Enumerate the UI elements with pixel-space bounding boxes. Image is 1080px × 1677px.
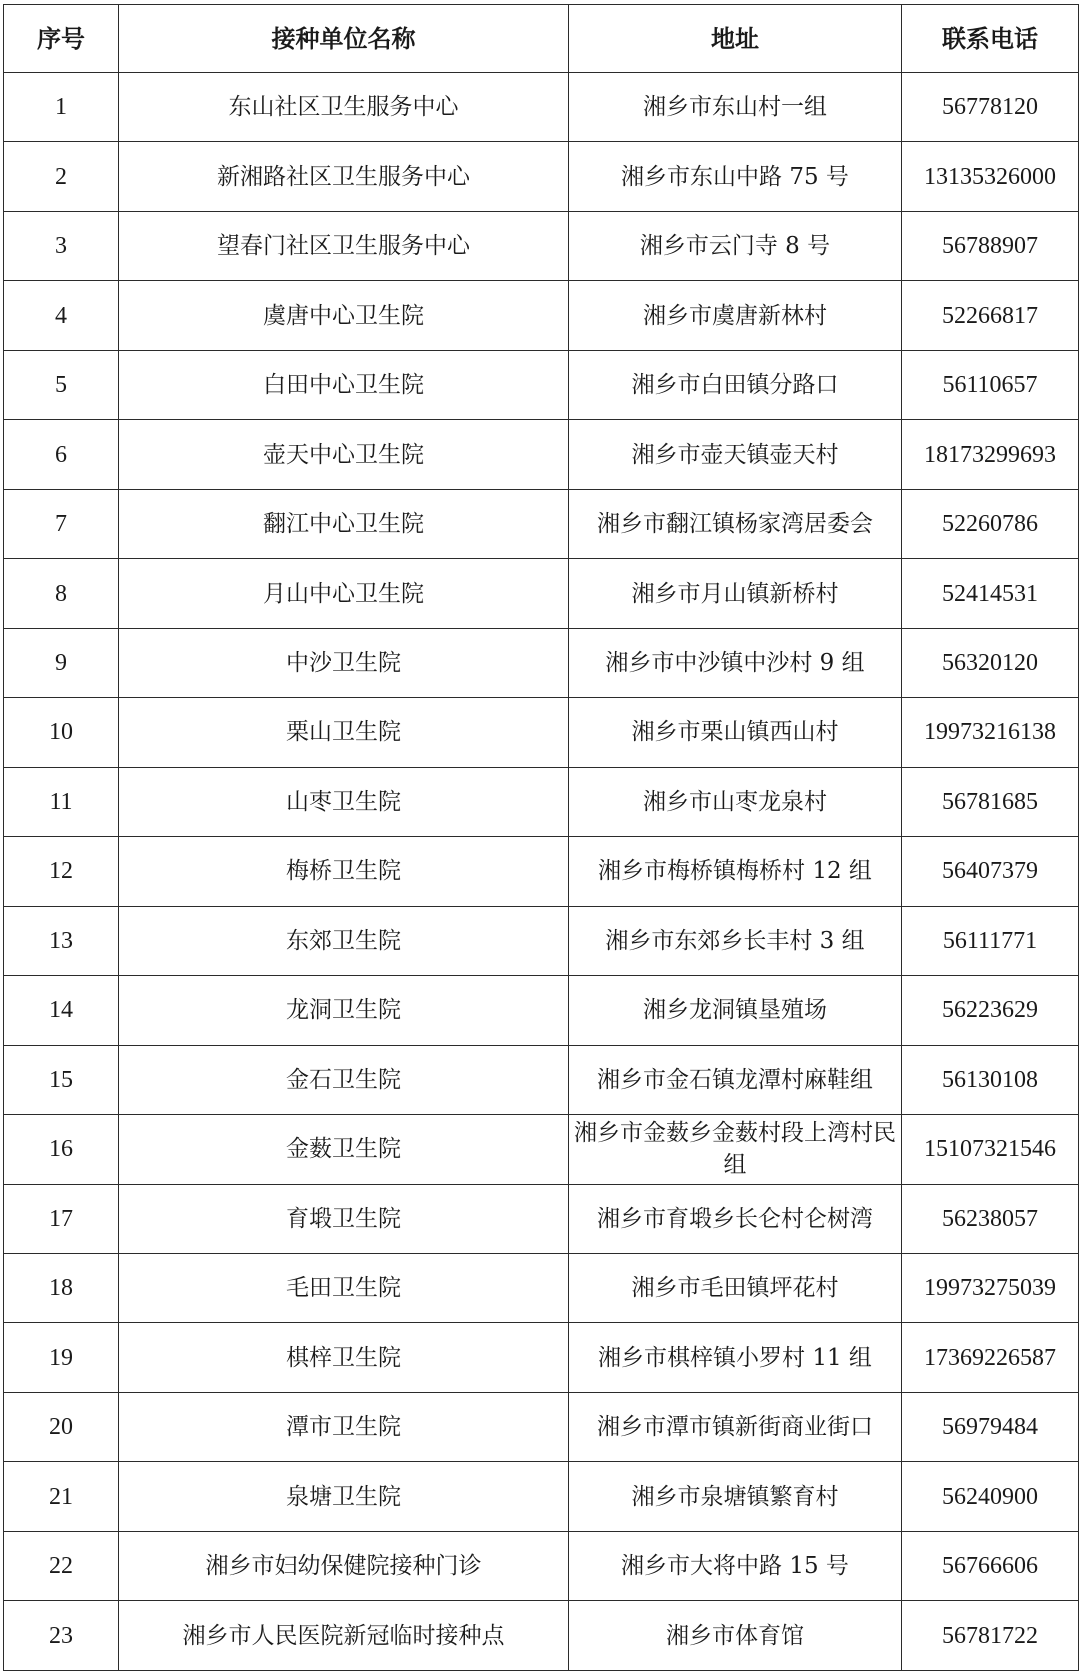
cell-serial-number: 16 <box>4 1115 119 1184</box>
cell-address: 湘乡市育塅乡长仑村仑树湾 <box>569 1184 902 1253</box>
cell-phone: 56781722 <box>902 1601 1079 1671</box>
cell-site-name: 湘乡市妇幼保健院接种门诊 <box>119 1531 569 1600</box>
cell-site-name: 山枣卫生院 <box>119 767 569 836</box>
table-row <box>4 211 1079 280</box>
cell-serial-number: 6 <box>4 420 119 489</box>
cell-site-name: 月山中心卫生院 <box>119 559 569 628</box>
cell-serial-number: 17 <box>4 1184 119 1253</box>
cell-phone: 56240900 <box>902 1462 1079 1531</box>
header-row <box>4 5 1079 73</box>
cell-phone: 56407379 <box>902 837 1079 906</box>
cell-serial-number: 13 <box>4 906 119 975</box>
cell-serial-number: 8 <box>4 559 119 628</box>
cell-address: 湘乡龙洞镇垦殖场 <box>569 976 902 1045</box>
cell-phone: 56788907 <box>902 211 1079 280</box>
header-serial-number: 序号 <box>4 5 119 73</box>
cell-phone: 17369226587 <box>902 1323 1079 1392</box>
table-row <box>4 698 1079 767</box>
cell-serial-number: 23 <box>4 1601 119 1671</box>
cell-phone: 13135326000 <box>902 142 1079 211</box>
cell-site-name: 翻江中心卫生院 <box>119 489 569 558</box>
cell-address: 湘乡市泉塘镇繁育村 <box>569 1462 902 1531</box>
header-site-name: 接种单位名称 <box>119 5 569 73</box>
table-row <box>4 1184 1079 1253</box>
table-body <box>4 73 1079 1671</box>
header-phone: 联系电话 <box>902 5 1079 73</box>
cell-address: 湘乡市东郊乡长丰村 3 组 <box>569 906 902 975</box>
cell-address: 湘乡市金石镇龙潭村麻鞋组 <box>569 1045 902 1114</box>
cell-site-name: 潭市卫生院 <box>119 1392 569 1461</box>
cell-address: 湘乡市东山中路 75 号 <box>569 142 902 211</box>
table-row <box>4 976 1079 1045</box>
cell-site-name: 中沙卫生院 <box>119 628 569 697</box>
cell-address: 湘乡市体育馆 <box>569 1601 902 1671</box>
table-header <box>4 5 1079 73</box>
cell-site-name: 棋梓卫生院 <box>119 1323 569 1392</box>
table-row <box>4 767 1079 836</box>
cell-site-name: 东郊卫生院 <box>119 906 569 975</box>
table-row <box>4 1115 1079 1184</box>
cell-site-name: 虞唐中心卫生院 <box>119 281 569 350</box>
table-row <box>4 628 1079 697</box>
cell-serial-number: 7 <box>4 489 119 558</box>
cell-site-name: 湘乡市人民医院新冠临时接种点 <box>119 1601 569 1671</box>
table-row <box>4 1531 1079 1600</box>
table-row <box>4 73 1079 142</box>
table-row <box>4 906 1079 975</box>
cell-address: 湘乡市虞唐新林村 <box>569 281 902 350</box>
cell-site-name: 泉塘卫生院 <box>119 1462 569 1531</box>
cell-phone: 56111771 <box>902 906 1079 975</box>
cell-site-name: 白田中心卫生院 <box>119 350 569 419</box>
cell-serial-number: 1 <box>4 73 119 142</box>
cell-address: 湘乡市云门寺 8 号 <box>569 211 902 280</box>
cell-phone: 18173299693 <box>902 420 1079 489</box>
cell-phone: 56766606 <box>902 1531 1079 1600</box>
cell-address: 湘乡市栗山镇西山村 <box>569 698 902 767</box>
cell-address: 湘乡市潭市镇新街商业街口 <box>569 1392 902 1461</box>
table-row <box>4 1601 1079 1671</box>
vaccination-sites-table <box>3 4 1079 1671</box>
cell-serial-number: 4 <box>4 281 119 350</box>
cell-address: 湘乡市翻江镇杨家湾居委会 <box>569 489 902 558</box>
cell-site-name: 毛田卫生院 <box>119 1253 569 1322</box>
cell-address: 湘乡市白田镇分路口 <box>569 350 902 419</box>
table-row <box>4 1392 1079 1461</box>
cell-address: 湘乡市月山镇新桥村 <box>569 559 902 628</box>
cell-serial-number: 10 <box>4 698 119 767</box>
cell-site-name: 栗山卫生院 <box>119 698 569 767</box>
cell-phone: 56238057 <box>902 1184 1079 1253</box>
header-address: 地址 <box>569 5 902 73</box>
cell-phone: 19973216138 <box>902 698 1079 767</box>
cell-serial-number: 3 <box>4 211 119 280</box>
cell-address: 湘乡市大将中路 15 号 <box>569 1531 902 1600</box>
cell-phone: 52266817 <box>902 281 1079 350</box>
table-row <box>4 1045 1079 1114</box>
cell-serial-number: 9 <box>4 628 119 697</box>
cell-serial-number: 5 <box>4 350 119 419</box>
table-row <box>4 837 1079 906</box>
cell-serial-number: 21 <box>4 1462 119 1531</box>
cell-site-name: 育塅卫生院 <box>119 1184 569 1253</box>
cell-address: 湘乡市金薮乡金薮村段上湾村民组 <box>569 1115 902 1184</box>
cell-phone: 19973275039 <box>902 1253 1079 1322</box>
table-row <box>4 1253 1079 1322</box>
table-row <box>4 559 1079 628</box>
table-row <box>4 142 1079 211</box>
table-row <box>4 1323 1079 1392</box>
table-row <box>4 1462 1079 1531</box>
cell-phone: 56130108 <box>902 1045 1079 1114</box>
table-row <box>4 420 1079 489</box>
cell-site-name: 新湘路社区卫生服务中心 <box>119 142 569 211</box>
cell-phone: 52414531 <box>902 559 1079 628</box>
cell-phone: 52260786 <box>902 489 1079 558</box>
cell-serial-number: 14 <box>4 976 119 1045</box>
table-row <box>4 281 1079 350</box>
cell-site-name: 金薮卫生院 <box>119 1115 569 1184</box>
cell-serial-number: 20 <box>4 1392 119 1461</box>
cell-phone: 56320120 <box>902 628 1079 697</box>
cell-address: 湘乡市梅桥镇梅桥村 12 组 <box>569 837 902 906</box>
cell-phone: 56110657 <box>902 350 1079 419</box>
cell-serial-number: 2 <box>4 142 119 211</box>
cell-phone: 56781685 <box>902 767 1079 836</box>
cell-address: 湘乡市棋梓镇小罗村 11 组 <box>569 1323 902 1392</box>
cell-phone: 56778120 <box>902 73 1079 142</box>
cell-phone: 15107321546 <box>902 1115 1079 1184</box>
cell-address: 湘乡市山枣龙泉村 <box>569 767 902 836</box>
cell-address: 湘乡市毛田镇坪花村 <box>569 1253 902 1322</box>
cell-address: 湘乡市东山村一组 <box>569 73 902 142</box>
cell-phone: 56223629 <box>902 976 1079 1045</box>
cell-serial-number: 19 <box>4 1323 119 1392</box>
table-row <box>4 350 1079 419</box>
table-row <box>4 489 1079 558</box>
cell-site-name: 金石卫生院 <box>119 1045 569 1114</box>
cell-serial-number: 22 <box>4 1531 119 1600</box>
cell-site-name: 东山社区卫生服务中心 <box>119 73 569 142</box>
cell-address: 湘乡市中沙镇中沙村 9 组 <box>569 628 902 697</box>
cell-phone: 56979484 <box>902 1392 1079 1461</box>
cell-site-name: 梅桥卫生院 <box>119 837 569 906</box>
cell-site-name: 壶天中心卫生院 <box>119 420 569 489</box>
cell-serial-number: 11 <box>4 767 119 836</box>
cell-site-name: 望春门社区卫生服务中心 <box>119 211 569 280</box>
cell-serial-number: 12 <box>4 837 119 906</box>
cell-serial-number: 18 <box>4 1253 119 1322</box>
cell-site-name: 龙洞卫生院 <box>119 976 569 1045</box>
cell-serial-number: 15 <box>4 1045 119 1114</box>
cell-address: 湘乡市壶天镇壶天村 <box>569 420 902 489</box>
